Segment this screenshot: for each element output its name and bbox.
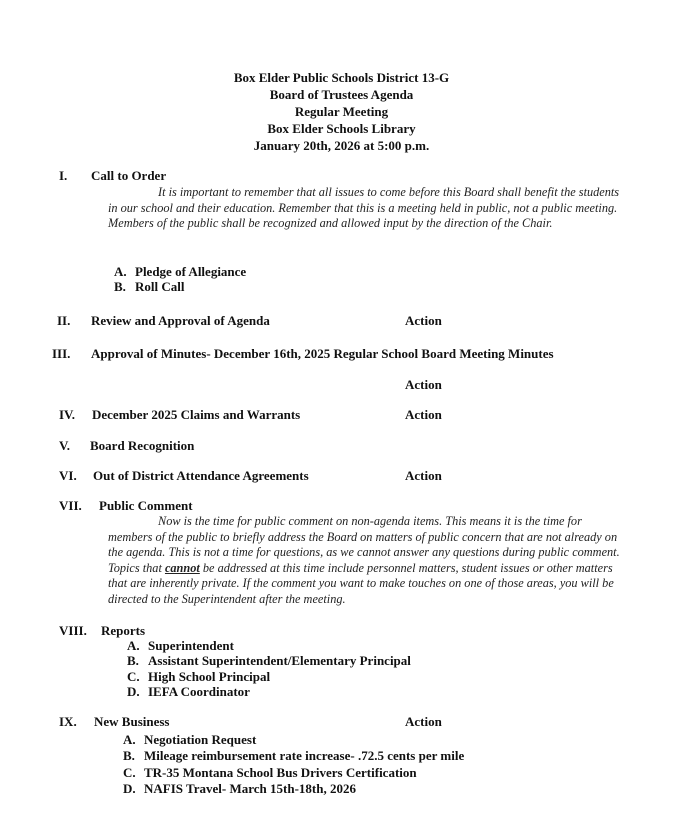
action-label: Action — [405, 407, 442, 422]
action-label: Action — [405, 377, 442, 392]
list-item: A. Negotiation Request — [123, 732, 257, 747]
section-title-agenda-approval: Review and Approval of Agenda — [91, 313, 270, 328]
section-number: IV. — [59, 407, 76, 422]
call-to-order-statement — [108, 185, 628, 232]
list-item: B. Assistant Superintendent/Elementary Principal — [127, 653, 411, 668]
meeting-date: January 20th, 2026 at 5:00 p.m. — [253, 138, 430, 153]
public-comment-statement: Now is the time for public comment on non-agenda items. This means it is the time for members of the public to briefly address the Board on matters of public concern that are not already on the agenda. This is not a time for questions, as we cannot answer any questions during public comment. Topics that cannot be addressed at this time include personnel matters, student issues or other matters that are inherently private. If the comment you want to make touches on one of those areas, you will be directed to the Superintendent after the meeting. — [108, 514, 620, 606]
section-number: III. — [52, 346, 71, 361]
section-title-minutes-approval: Approval of Minutes- December 16th, 2025 Regular School Board Meeting Minutes — [91, 346, 554, 361]
list-item: B. Roll Call — [114, 279, 185, 294]
district-name: Box Elder Public Schools District 13-G — [233, 70, 450, 85]
section-title-new-business: New Business — [94, 714, 170, 729]
action-label: Action — [405, 714, 442, 729]
section-title-attendance-agreements: Out of District Attendance Agreements — [93, 468, 309, 483]
section-number: VII. — [59, 498, 82, 513]
list-item: C. TR-35 Montana School Bus Drivers Certification — [123, 765, 417, 780]
list-item: B. Mileage reimbursement rate increase- .72.5 cents per mile — [123, 748, 465, 763]
section-title-claims-warrants: December 2025 Claims and Warrants — [92, 407, 301, 422]
section-number: VI. — [59, 468, 77, 483]
action-label: Action — [405, 313, 442, 328]
list-item: D. NAFIS Travel- March 15th-18th, 2026 — [123, 781, 356, 796]
meeting-location: Box Elder Schools Library — [267, 121, 416, 136]
section-title-call-to-order: Call to Order — [91, 168, 167, 183]
list-item: D. IEFA Coordinator — [127, 684, 250, 699]
section-number: I. — [59, 168, 68, 183]
agenda-title: Board of Trustees Agenda — [269, 87, 414, 102]
list-item: C. High School Principal — [127, 669, 271, 684]
section-number: II. — [57, 313, 71, 328]
section-title-board-recognition: Board Recognition — [90, 438, 195, 453]
section-number: V. — [59, 438, 70, 453]
section-number: VIII. — [59, 623, 87, 638]
section-title-reports: Reports — [101, 623, 146, 638]
section-number: IX. — [59, 714, 77, 729]
meeting-type: Regular Meeting — [294, 104, 389, 119]
section-title-public-comment: Public Comment — [99, 498, 193, 513]
action-label: Action — [405, 468, 442, 483]
emphasis-cannot: cannot — [164, 560, 200, 575]
list-item: A. Pledge of Allegiance — [114, 264, 247, 279]
call-to-order-text: It is important to remember that all issues to come before this Board shall benefit the students in our school and their education. Remember that this is a meeting held in public, not a public meeting. Members of the public shall be recognized and allowed input by the direction of the Chair. — [108, 185, 620, 230]
list-item: A. Superintendent — [127, 638, 234, 653]
